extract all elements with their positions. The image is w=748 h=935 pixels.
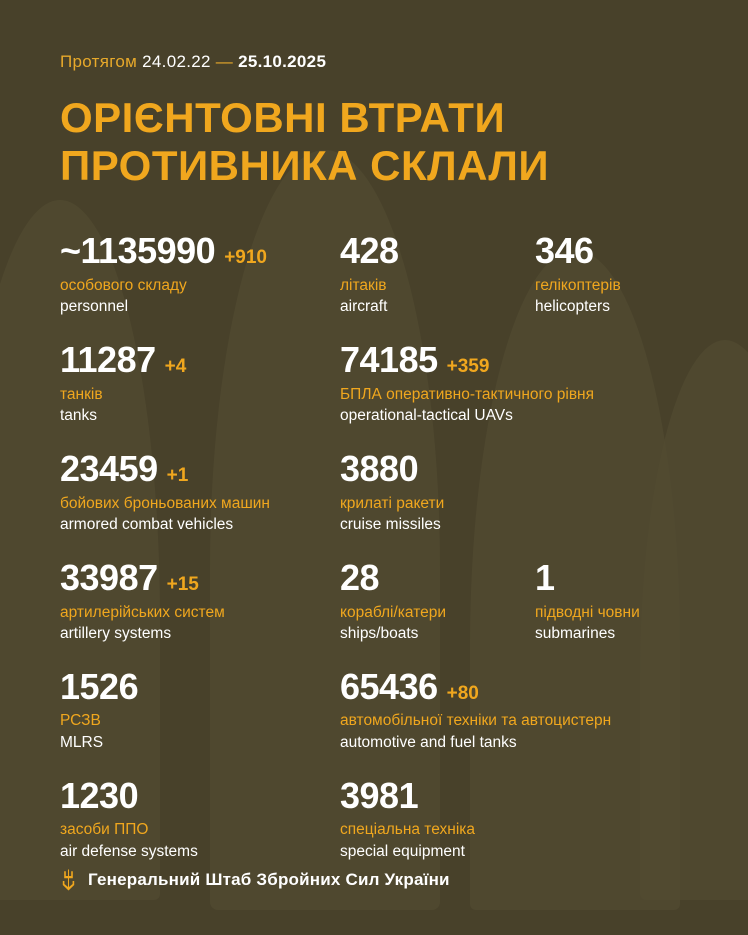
stat-delta: +1 <box>166 464 189 486</box>
stat-value: ~1135990 <box>60 229 216 271</box>
stat-label-ua: засоби ППО <box>60 821 149 839</box>
stat-automotive-and-fuel-tanks <box>340 665 688 753</box>
stat-value: 3981 <box>340 774 419 816</box>
stat-value: 1 <box>535 556 555 598</box>
trident-icon <box>60 869 76 891</box>
stat-helicopters <box>535 229 695 317</box>
headline-line-1: ОРІЄНТОВНІ ВТРАТИ <box>60 94 506 141</box>
stat-label-en: operational-tactical UAVs <box>340 407 513 425</box>
stat-operational-tactical-uavs <box>340 338 688 426</box>
stat-delta: +4 <box>164 355 187 377</box>
stat-label-ua: літаків <box>340 276 387 294</box>
stat-number-line <box>340 229 535 271</box>
stat-label-ua: гелікоптерів <box>535 276 621 294</box>
stat-personnel <box>60 229 340 317</box>
stat-special-equipment <box>340 774 688 862</box>
period-label: Протягом <box>60 52 138 71</box>
stat-value: 28 <box>340 556 380 598</box>
stat-label-en: personnel <box>60 298 129 316</box>
stat-label-ua: підводні човни <box>535 603 640 621</box>
stats-row <box>60 229 688 317</box>
stat-label-en: special equipment <box>340 843 465 861</box>
stat-value: 65436 <box>340 665 438 707</box>
stat-aircraft <box>340 229 535 317</box>
stat-armored-combat-vehicles <box>60 447 340 535</box>
stat-value: 346 <box>535 229 594 271</box>
stats-row <box>60 774 688 862</box>
stat-number-line <box>60 338 340 380</box>
stat-label-en: tanks <box>60 407 98 425</box>
stat-label-en: artillery systems <box>60 625 172 643</box>
stat-value: 33987 <box>60 556 158 598</box>
stat-delta: +910 <box>224 246 267 268</box>
stat-label-en: automotive and fuel tanks <box>340 734 517 752</box>
stat-number-line <box>535 229 695 271</box>
stat-cruise-missiles <box>340 447 688 535</box>
stat-label-ua: спеціальна техніка <box>340 821 476 839</box>
stat-label-ua: РСЗВ <box>60 712 101 730</box>
stat-label-ua: БПЛА оперативно-тактичного рівня <box>340 385 595 403</box>
stat-label-en: helicopters <box>535 298 610 316</box>
stat-number-line <box>60 556 340 598</box>
stat-delta: +359 <box>446 355 490 377</box>
stat-air-defense-systems <box>60 774 340 862</box>
page-title <box>60 94 688 190</box>
stat-value: 428 <box>340 229 399 271</box>
stat-label-en: armored combat vehicles <box>60 516 234 534</box>
stats-grid <box>60 229 688 862</box>
stat-value: 23459 <box>60 447 158 489</box>
stat-number-line <box>340 556 535 598</box>
stat-label-ua: бойових броньованих машин <box>60 494 270 512</box>
stat-artillery-systems <box>60 556 340 644</box>
stat-label-ua: танків <box>60 385 103 403</box>
stat-mlrs <box>60 665 340 753</box>
stat-label-en: ships/boats <box>340 625 419 643</box>
stat-delta: +15 <box>166 573 199 595</box>
stat-label-ua: кораблі/катери <box>340 603 447 621</box>
stat-value: 74185 <box>340 338 438 380</box>
stat-number-line <box>60 447 340 489</box>
stats-row <box>60 556 688 644</box>
stat-ships-boats <box>340 556 535 644</box>
stat-number-line <box>340 665 688 707</box>
period-to-date: 25.10.2025 <box>238 52 327 71</box>
stat-number-line <box>340 338 688 380</box>
stat-number-line <box>535 556 695 598</box>
stat-label-en: submarines <box>535 625 616 643</box>
stat-label-en: air defense systems <box>60 843 198 861</box>
stat-value: 11287 <box>60 338 156 380</box>
period-dash: — <box>215 52 234 71</box>
stat-value: 3880 <box>340 447 419 489</box>
stat-label-ua: артилерійських систем <box>60 603 225 621</box>
stat-number-line <box>60 665 340 707</box>
stat-label-en: MLRS <box>60 734 104 752</box>
period-line <box>60 0 688 72</box>
stat-submarines <box>535 556 695 644</box>
stat-value: 1526 <box>60 665 139 707</box>
footer <box>60 869 450 891</box>
stats-row <box>60 665 688 753</box>
stats-row <box>60 338 688 426</box>
stat-value: 1230 <box>60 774 139 816</box>
stat-delta: +80 <box>446 682 479 704</box>
stat-label-ua: крилаті ракети <box>340 494 445 512</box>
period-from-date: 24.02.22 <box>142 52 211 71</box>
stat-label-ua: особового складу <box>60 276 187 294</box>
stat-number-line <box>340 447 688 489</box>
stat-tanks <box>60 338 340 426</box>
headline-line-2: ПРОТИВНИКА СКЛАЛИ <box>60 141 550 189</box>
stat-label-en: aircraft <box>340 298 388 316</box>
stat-label-en: cruise missiles <box>340 516 441 534</box>
stat-number-line <box>60 774 340 816</box>
stat-number-line <box>340 774 688 816</box>
stat-number-line <box>60 229 340 271</box>
stats-row <box>60 447 688 535</box>
stat-label-ua: автомобільної техніки та автоцистерн <box>340 712 612 730</box>
footer-text: Генеральний Штаб Збройних Сил України <box>88 870 450 889</box>
